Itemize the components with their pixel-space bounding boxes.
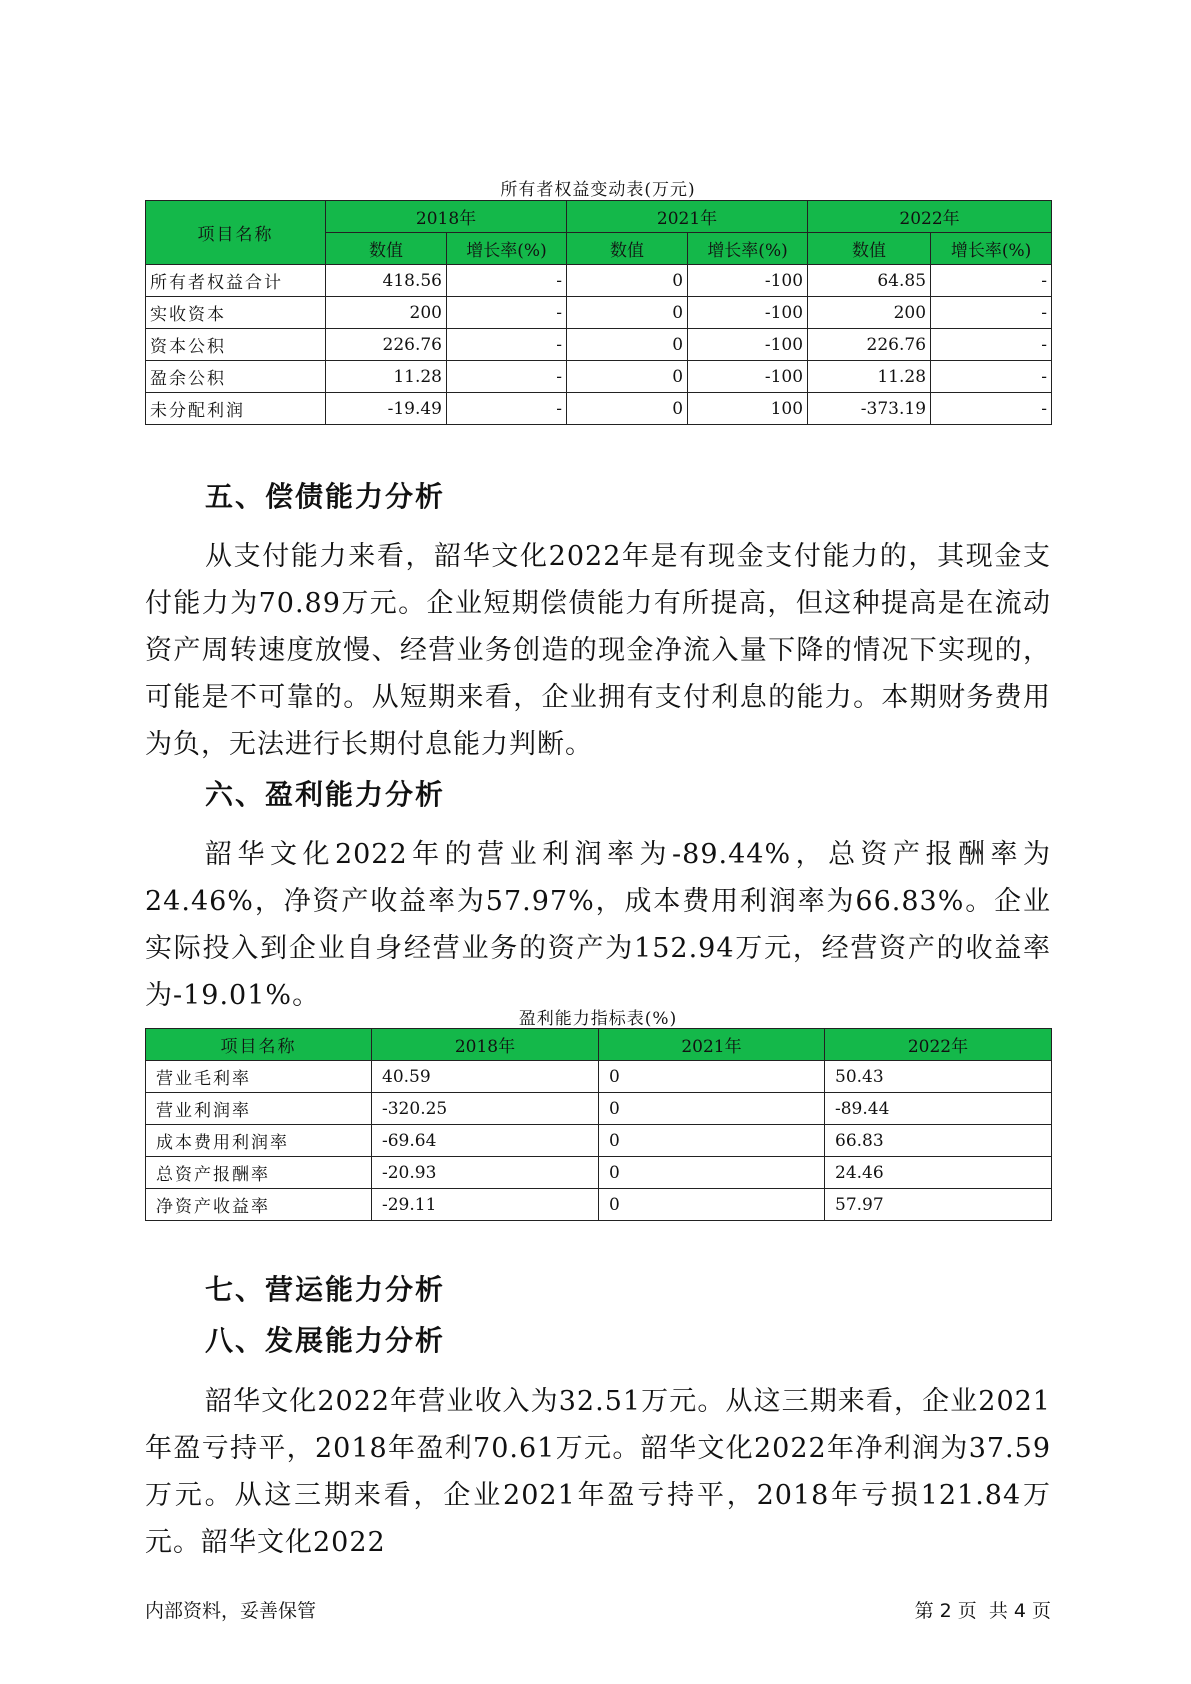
cell: -: [931, 393, 1052, 425]
table-row: [146, 1061, 1052, 1093]
table-row: [146, 329, 1052, 361]
year-header: 2018年: [372, 1029, 599, 1061]
cell: 11.28: [808, 361, 931, 393]
cell: -320.25: [372, 1093, 599, 1125]
equity-change-table: [145, 200, 1052, 425]
table1-caption: 所有者权益变动表(万元): [500, 180, 696, 200]
cell: 40.59: [372, 1061, 599, 1093]
cell: -89.44: [825, 1093, 1052, 1125]
cell: -: [447, 265, 567, 297]
footer-page-number: 第 2 页 共 4 页: [914, 1600, 1051, 1622]
cell: -29.11: [372, 1189, 599, 1221]
row-name: 成本费用利润率: [146, 1125, 372, 1157]
cell: 200: [808, 297, 931, 329]
cell: 0: [599, 1125, 825, 1157]
table-row: [146, 1157, 1052, 1189]
cell: 11.28: [326, 361, 447, 393]
table-row: [146, 361, 1052, 393]
row-name: 资本公积: [146, 329, 326, 361]
cell: -: [931, 361, 1052, 393]
cell: -: [931, 297, 1052, 329]
name-column-header: 项目名称: [146, 201, 326, 265]
cell: 0: [567, 297, 688, 329]
cell: 24.46: [825, 1157, 1052, 1189]
table-header-row: [146, 1029, 1052, 1061]
cell: 0: [567, 329, 688, 361]
value-header: 数值: [567, 233, 688, 265]
section-paragraph: 韶华文化2022年营业收入为32.51万元。从这三期来看，企业2021年盈亏持平，2018年盈利70.61万元。韶华文化2022年净利润为37.59万元。从这三期来看，企业2021年盈亏持平，2018年亏损121.84万元。韶华文化2022: [145, 1386, 1051, 1558]
rate-header: 增长率(%): [447, 233, 567, 265]
section-heading: 六、盈利能力分析: [205, 778, 446, 811]
row-name: 营业利润率: [146, 1093, 372, 1125]
cell: -: [931, 329, 1052, 361]
cell: -373.19: [808, 393, 931, 425]
cell: -100: [688, 361, 808, 393]
cell: 200: [326, 297, 447, 329]
rate-header: 增长率(%): [688, 233, 808, 265]
row-name: 总资产报酬率: [146, 1157, 372, 1189]
cell: 0: [599, 1189, 825, 1221]
cell: -20.93: [372, 1157, 599, 1189]
cell: 64.85: [808, 265, 931, 297]
cell: 0: [567, 361, 688, 393]
row-name: 未分配利润: [146, 393, 326, 425]
row-name: 所有者权益合计: [146, 265, 326, 297]
table-header-row: [146, 201, 1052, 233]
row-name: 盈余公积: [146, 361, 326, 393]
section-heading: 五、偿债能力分析: [205, 480, 446, 513]
footer-confidential-note: 内部资料，妥善保管: [145, 1600, 317, 1622]
table-row: [146, 1189, 1052, 1221]
cell: -100: [688, 265, 808, 297]
row-name: 净资产收益率: [146, 1189, 372, 1221]
cell: -: [447, 361, 567, 393]
cell: 0: [599, 1093, 825, 1125]
year-header: 2018年: [326, 201, 567, 233]
cell: -: [447, 297, 567, 329]
cell: -100: [688, 329, 808, 361]
section-paragraph: 韶华文化2022年的营业利润率为-89.44%，总资产报酬率为24.46%，净资产收益率为57.97%，成本费用利润率为66.83%。企业实际投入到企业自身经营业务的资产为152.94万元，经营资产的收益率为-19.01%。: [145, 839, 1051, 1011]
year-header: 2021年: [599, 1029, 825, 1061]
cell: 418.56: [326, 265, 447, 297]
cell: -100: [688, 297, 808, 329]
section-heading: 七、营运能力分析: [205, 1273, 446, 1306]
cell: 50.43: [825, 1061, 1052, 1093]
cell: -: [447, 329, 567, 361]
cell: 226.76: [326, 329, 447, 361]
row-name: 实收资本: [146, 297, 326, 329]
cell: -19.49: [326, 393, 447, 425]
profitability-table: [145, 1028, 1052, 1221]
table-row: [146, 265, 1052, 297]
cell: 0: [599, 1061, 825, 1093]
year-header: 2021年: [567, 201, 808, 233]
row-name: 营业毛利率: [146, 1061, 372, 1093]
cell: 66.83: [825, 1125, 1052, 1157]
year-header: 2022年: [825, 1029, 1052, 1061]
year-header: 2022年: [808, 201, 1052, 233]
cell: 0: [567, 393, 688, 425]
cell: -69.64: [372, 1125, 599, 1157]
cell: 100: [688, 393, 808, 425]
table2-caption: 盈利能力指标表(%): [518, 1009, 678, 1029]
cell: -: [447, 393, 567, 425]
table-row: [146, 1093, 1052, 1125]
rate-header: 增长率(%): [931, 233, 1052, 265]
table-row: [146, 393, 1052, 425]
table-row: [146, 1125, 1052, 1157]
cell: -: [931, 265, 1052, 297]
cell: 226.76: [808, 329, 931, 361]
section-heading: 八、发展能力分析: [205, 1324, 446, 1357]
section-paragraph: 从支付能力来看，韶华文化2022年是有现金支付能力的，其现金支付能力为70.89万元。企业短期偿债能力有所提高，但这种提高是在流动资产周转速度放慢、经营业务创造的现金净流入量下降的情况下实现的，可能是不可靠的。从短期来看，企业拥有支付利息的能力。本期财务费用为负，无法进行长期付息能力判断。: [145, 541, 1051, 760]
cell: 57.97: [825, 1189, 1052, 1221]
cell: 0: [599, 1157, 825, 1189]
table-row: [146, 297, 1052, 329]
cell: 0: [567, 265, 688, 297]
value-header: 数值: [326, 233, 447, 265]
value-header: 数值: [808, 233, 931, 265]
name-column-header: 项目名称: [146, 1029, 372, 1061]
